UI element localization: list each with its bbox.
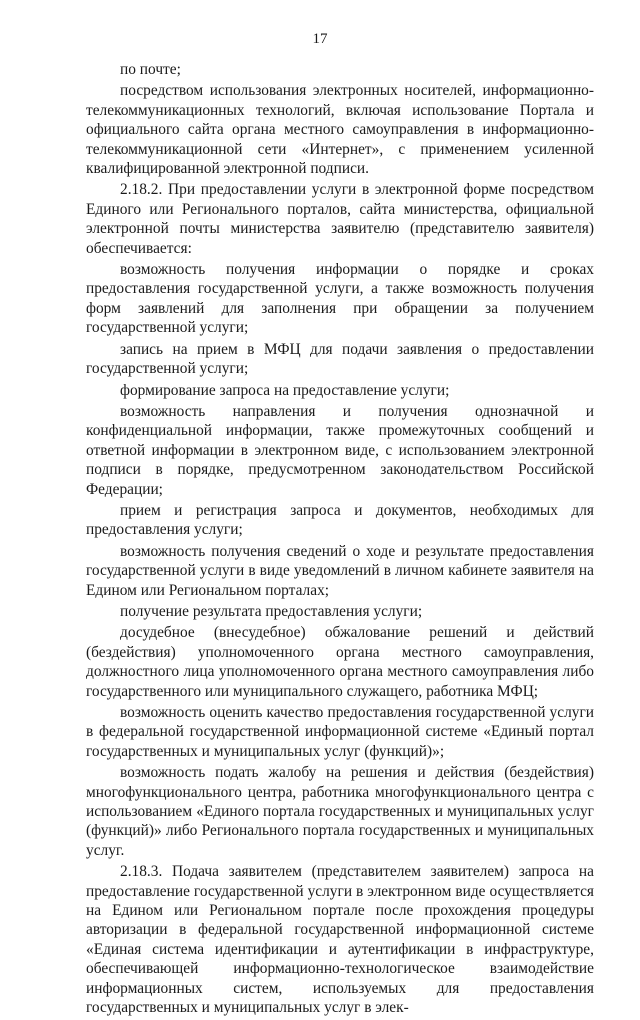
paragraph: возможность направления и получения однозначной и конфиденциальной информации, также промежуточных сообщений и ответной информации в электронном виде, с использованием электронной подписи в порядке, предусмотренном законодательством Российской Федерации; <box>86 402 594 498</box>
paragraph: прием и регистрация запроса и документов, необходимых для предоставления услуги; <box>86 501 594 539</box>
paragraph: возможность получения сведений о ходе и результате предоставления государственной услуги в виде уведомлений в личном кабинете заявителя на Едином или Региональном порталах; <box>86 542 594 599</box>
document-body <box>86 60 594 1020</box>
paragraph: получение результата предоставления услуги; <box>120 602 423 620</box>
paragraph: возможность оценить качество предоставления государственной услуги в федеральной государственной информационной системе «Единый портал государственных и муниципальных услуг (функций)»; <box>86 704 594 760</box>
page-number: 17 <box>312 31 328 47</box>
paragraph: запись на прием в МФЦ для подачи заявления о предоставлении государственной услуги; <box>86 340 594 378</box>
paragraph: 2.18.3. Подача заявителем (представителем заявителем) запроса на предоставление государственной услуги в электронном виде осуществляется на Едином или Региональном портале после прохождения процедуры авторизации в федеральной государственной информационной системе «Единая система идентификации и аутентификации в инфраструктуре, обеспечивающей информационно-технологическое взаимодействие информационных систем, используемых для предоставления государственных и муниципальных услуг в элек- <box>86 863 594 1017</box>
paragraph: формирование запроса на предоставление услуги; <box>120 381 450 399</box>
paragraph: 2.18.2. При предоставлении услуги в электронной форме посредством Единого или Регионального порталов, сайта министерства, официальной электронной почты министерства заявителю (представителю заявителя) обеспечивается: <box>86 181 594 257</box>
paragraph: возможность подать жалобу на решения и действия (бездействия) многофункционального центра, работника многофункционального центра с использованием «Единого портала государственных и муниципальных услуг (функций)» либо Регионального портала государственных и муниципальных услуг. <box>86 764 594 859</box>
paragraph: по почте; <box>120 61 181 78</box>
paragraph: возможность получения информации о порядке и сроках предоставления государственной услуги, а также возможность получения форм заявлений для заполнения при обращении за получением государственной услуги; <box>86 261 594 337</box>
paragraph: досудебное (внесудебное) обжалование решений и действий (бездействия) уполномоченного органа местного самоуправления, должностного лица уполномоченного органа местного самоуправления либо государственного или муниципального служащего, работника МФЦ; <box>86 624 594 700</box>
paragraph: посредством использования электронных носителей, информационно-телекоммуникационных технологий, включая использование Портала и официального сайта органа местного самоуправления в информационно-телекоммуникационной сети «Интернет», с применением усиленной квалифицированной электронной подписи. <box>86 82 594 178</box>
